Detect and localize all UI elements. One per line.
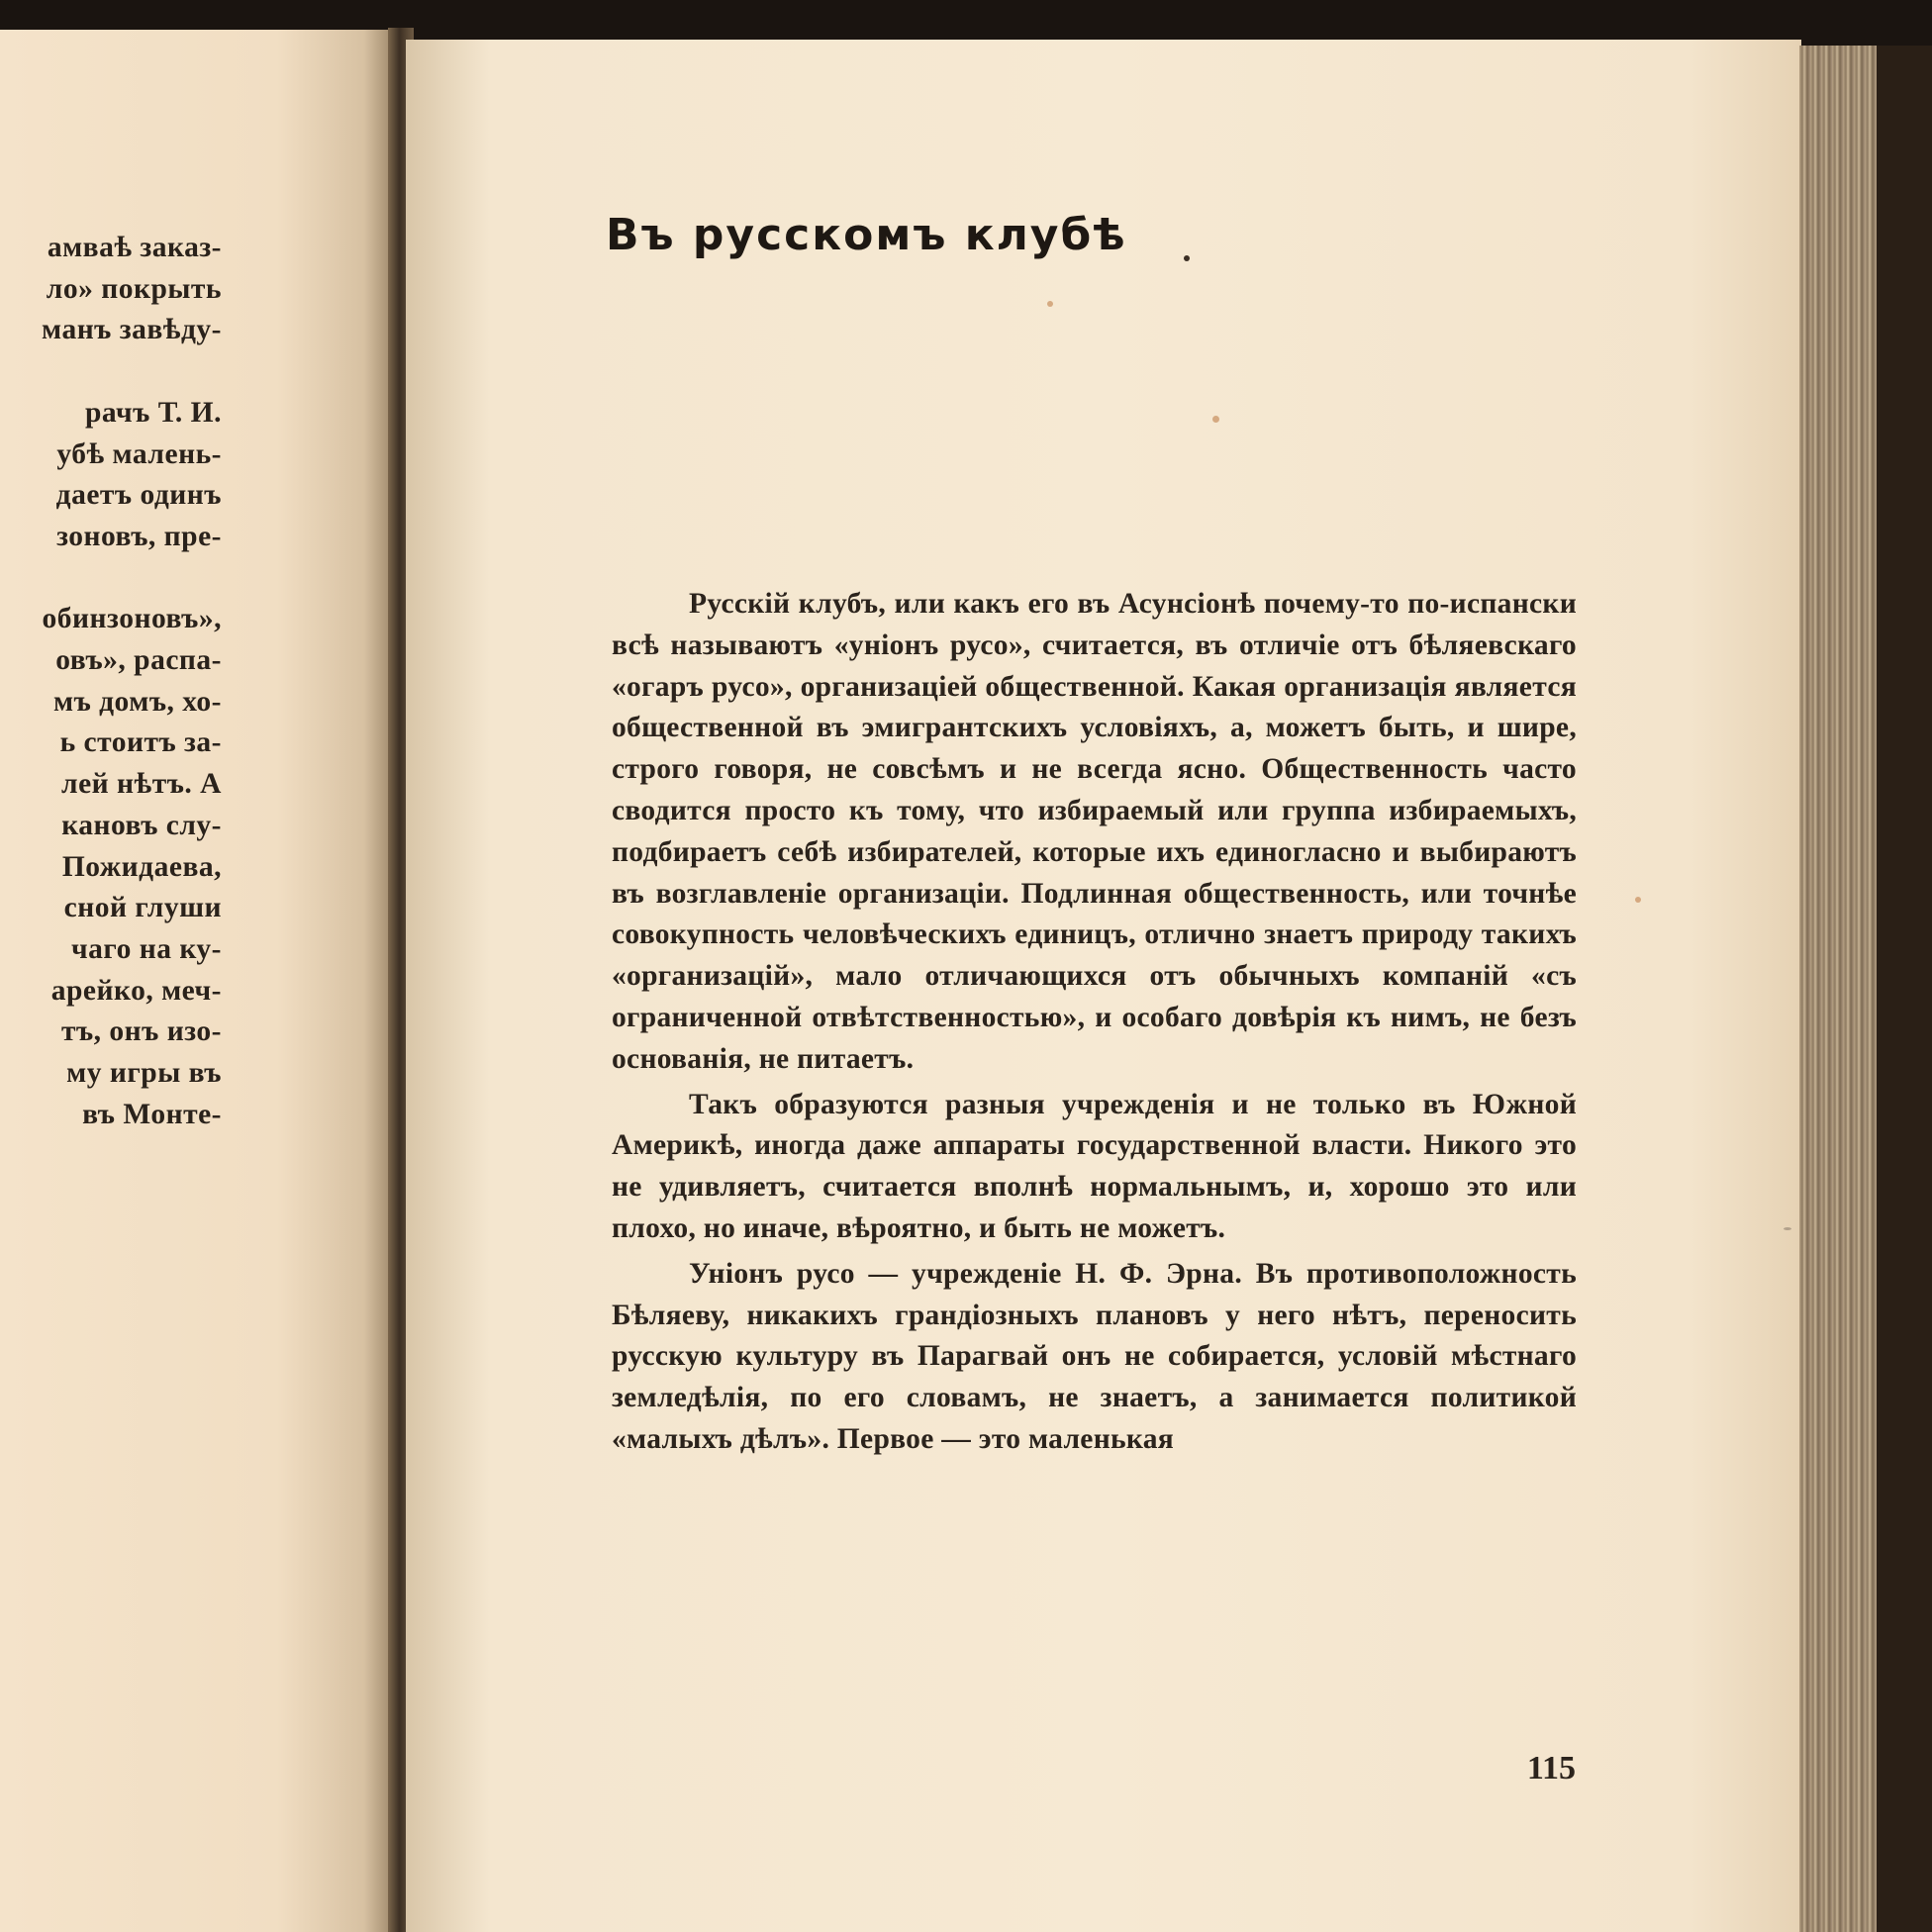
left-line: рачъ Т. И. — [85, 396, 222, 429]
paragraph: Уніонъ русо — учрежденіе Н. Ф. Эрна. Въ противоположность Бѣляеву, никакихъ грандіозныхъ плановъ у него нѣтъ, переносить русскую культуру въ Парагвай онъ не собирается, условій мѣстнаго земледѣлія, по его словамъ, не знаетъ, а занимается политикой «малыхъ дѣлъ». Первое — это маленькая — [612, 1257, 1577, 1455]
left-line: ь стоитъ за- — [59, 726, 222, 759]
left-line: мъ домъ, хо- — [52, 685, 222, 718]
left-line: амваѣ заказ- — [47, 232, 222, 263]
left-line: лей нѣтъ. А — [61, 768, 222, 801]
paper-speck — [1047, 301, 1053, 307]
paper-speck — [1635, 897, 1641, 903]
paragraph: Русскій клубъ, или какъ его въ Асунсіонѣ почему-то по-испански всѣ называютъ «уніонъ русо», считается, въ отличіе отъ бѣляевскаго «огаръ русо», организаціей общественной. Какая организація является общественной въ эмигрантскихъ условіяхъ, а, можетъ быть, и шире, строго говоря, не совсѣмъ и не всегда ясно. Общественность часто сводится просто къ тому, что избираемый или группа избираемыхъ, подбираетъ себѣ избирателей, которые ихъ единогласно и выбираютъ въ возглавленіе организаціи. Подлинная общественность, или точнѣе совокупность человѣческихъ единицъ, отлично знаетъ природу такихъ «организацій», мало отличающихся отъ обычныхъ компаній «съ ограниченной отвѣтственностью», и особаго довѣрія къ нимъ, не безъ основанія, не питаетъ. — [612, 588, 1577, 1075]
left-line: му игры въ — [66, 1057, 222, 1090]
left-line: даетъ одинъ — [55, 479, 222, 512]
left-page — [0, 30, 396, 1932]
title-dot — [1184, 255, 1190, 261]
left-page-text — [0, 228, 222, 1135]
left-line: Пожидаева, — [61, 850, 222, 883]
left-line-gap — [0, 558, 222, 600]
paragraph: Такъ образуются разныя учрежденія и не только въ Южной Америкѣ, иногда даже аппараты государственной власти. Никого это не удивляетъ, считается вполнѣ нормальнымъ, и, хорошо это или плохо, но иначе, вѣроятно, и быть не можетъ. — [612, 1088, 1577, 1244]
left-line: обинзоновъ», — [42, 603, 222, 635]
left-line: кановъ слу- — [61, 809, 222, 841]
page-edges — [1799, 46, 1877, 1932]
left-line-gap — [0, 351, 222, 393]
paper-speck — [1212, 416, 1219, 423]
left-line: овъ», распа- — [55, 644, 222, 676]
left-line: арейко, меч- — [50, 974, 222, 1007]
page-number: 115 — [1526, 1750, 1576, 1787]
left-line: въ Монте- — [82, 1098, 222, 1130]
left-line: зоновъ, пре- — [56, 520, 222, 552]
left-line: сной глуши — [63, 892, 222, 924]
chapter-body — [612, 584, 1577, 1461]
paper-speck — [1784, 1227, 1791, 1230]
left-line: убѣ малень- — [56, 437, 222, 470]
left-line: манъ завѣду- — [42, 314, 222, 346]
left-line: чаго на ку- — [71, 932, 222, 965]
chapter-title: Въ русскомъ клубѣ — [606, 210, 1127, 260]
left-line: тъ, онъ изо- — [60, 1015, 222, 1048]
left-line: ло» покрыть — [46, 272, 222, 305]
page-edges-shadow — [1877, 46, 1932, 1932]
